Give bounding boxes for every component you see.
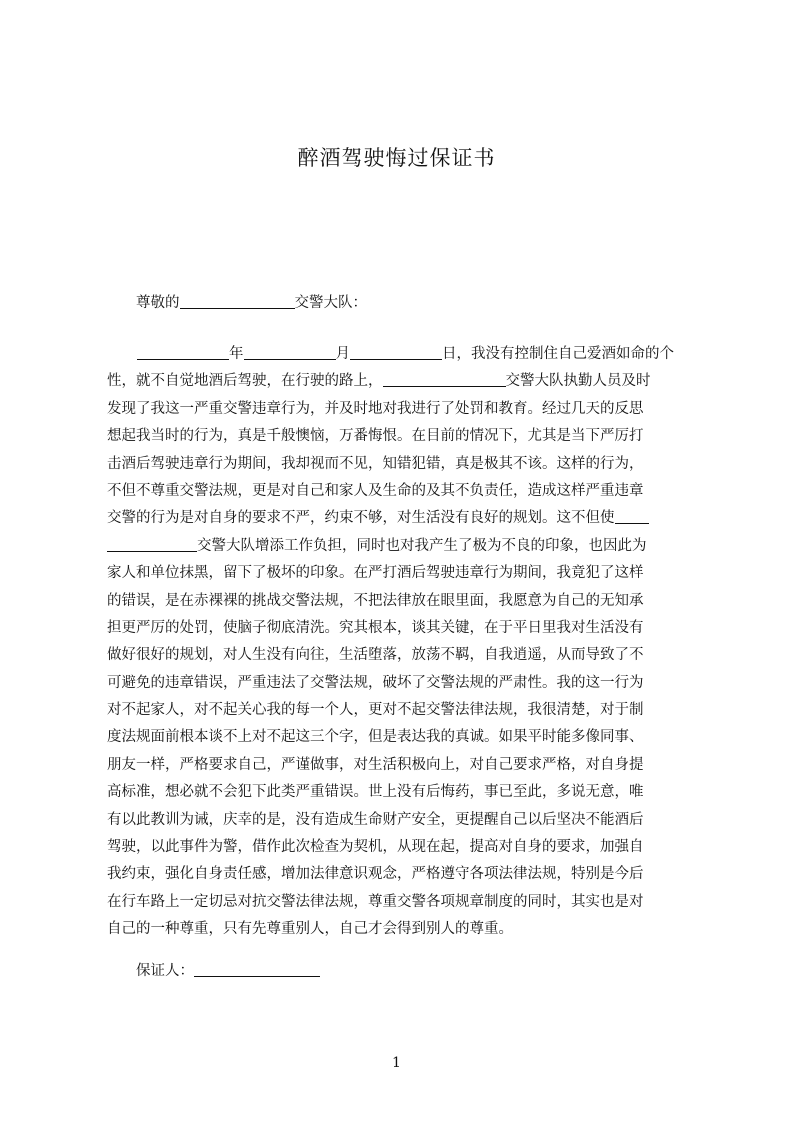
body-line: 我约束，强化自身责任感，增加法律意识观念，严格遵守各项法律法规，特别是今后 <box>107 866 644 883</box>
body-line: 性，就不自觉地酒后驾驶，在行驶的路上， 交警大队执勤人员及时 <box>107 373 651 390</box>
month-blank <box>244 344 336 360</box>
body-line: 交警大队增添工作负担，同时也对我产生了极为不良的印象，也因此为 <box>107 533 699 560</box>
body-line: 发现了我这一严重交警违章行为，并及时地对我进行了处罚和教育。经过几天的反思 <box>107 400 644 417</box>
body-line: 不但不尊重交警法规，更是对自己和家人及生命的及其不负责任，造成这样严重违章 <box>107 482 644 499</box>
body-line: 交警的行为是对自身的要求不严，约束不够，对生活没有良好的规划。这不但使 <box>107 505 699 532</box>
date-year-label: 年 <box>229 346 244 362</box>
team-blank-2b <box>107 536 197 552</box>
guarantor-blank <box>194 961 320 977</box>
body-paragraph <box>107 341 699 944</box>
body-line: 对不起家人，对不起关心我的每一个人，更对不起交警法律法规，我很清楚，对于制 <box>107 702 644 719</box>
salutation-blank <box>180 293 295 309</box>
body-line: 高标准，想必就不会犯下此类严重错误。世上没有后悔药，事已至此，多说无意，唯 <box>107 784 644 801</box>
date-month-label: 月 <box>335 346 350 362</box>
day-blank <box>350 344 442 360</box>
body-line: 可避免的违章错误，严重违法了交警法规，破坏了交警法规的严肃性。我的这一行为 <box>107 674 644 691</box>
salutation-prefix: 尊敬的 <box>136 295 180 311</box>
body-line: 想起我当时的行为，真是千般懊恼，万番悔恨。在目前的情况下，尤其是当下严厉打 <box>107 428 644 445</box>
body-line: 做好很好的规划，对人生没有向往，生活堕落，放荡不羁，自我逍遥，从而导致了不 <box>107 647 644 664</box>
body-line: 朋友一样，严格要求自己，严谨做事，对生活积极向上，对自己要求严格，对自身提 <box>107 756 644 773</box>
body-line: 的错误，是在赤裸裸的挑战交警法规，不把法律放在眼里面，我愿意为自己的无知承 <box>107 592 644 609</box>
body-line: 自己的一种尊重，只有先尊重别人，自己才会得到别人的尊重。 <box>107 921 513 938</box>
guarantor-label: 保证人： <box>136 963 194 979</box>
page-number: 1 <box>392 1055 401 1071</box>
team-blank-2a <box>615 508 649 524</box>
body-line: 有以此教训为诫，庆幸的是，没有造成生命财产安全，更提醒自己以后坚决不能酒后 <box>107 811 644 828</box>
body-line: 击酒后驾驶违章行为期间，我却视而不见，知错犯错，真是极其不该。这样的行为， <box>107 455 644 472</box>
guarantor-line <box>136 959 320 980</box>
body-line: 担更严厉的处罚，使脑子彻底清洗。究其根本，谈其关键，在于平日里我对生活没有 <box>107 619 644 636</box>
body-line <box>107 341 699 368</box>
body-line: 家人和单位抹黑，留下了极坏的印象。在严打酒后驾驶违章行为期间，我竟犯了这样 <box>107 565 644 582</box>
year-blank <box>137 344 229 360</box>
salutation-suffix: 交警大队： <box>294 295 367 311</box>
team-blank <box>383 371 506 387</box>
date-day-text: 日，我没有控制住自己爱酒如命的个 <box>442 346 674 362</box>
salutation <box>136 291 367 312</box>
body-line: 驾驶，以此事件为警，借作此次检查为契机，从现在起，提高对自身的要求，加强自 <box>107 839 644 856</box>
document-title: 醉酒驾驶悔过保证书 <box>297 146 496 170</box>
body-line: 度法规面前根本谈不上对不起这三个字，但是表达我的真诚。如果平时能多像同事、 <box>107 729 644 746</box>
body-line: 在行车路上一定切忌对抗交警法律法规，尊重交警各项规章制度的同时，其实也是对 <box>107 893 644 910</box>
